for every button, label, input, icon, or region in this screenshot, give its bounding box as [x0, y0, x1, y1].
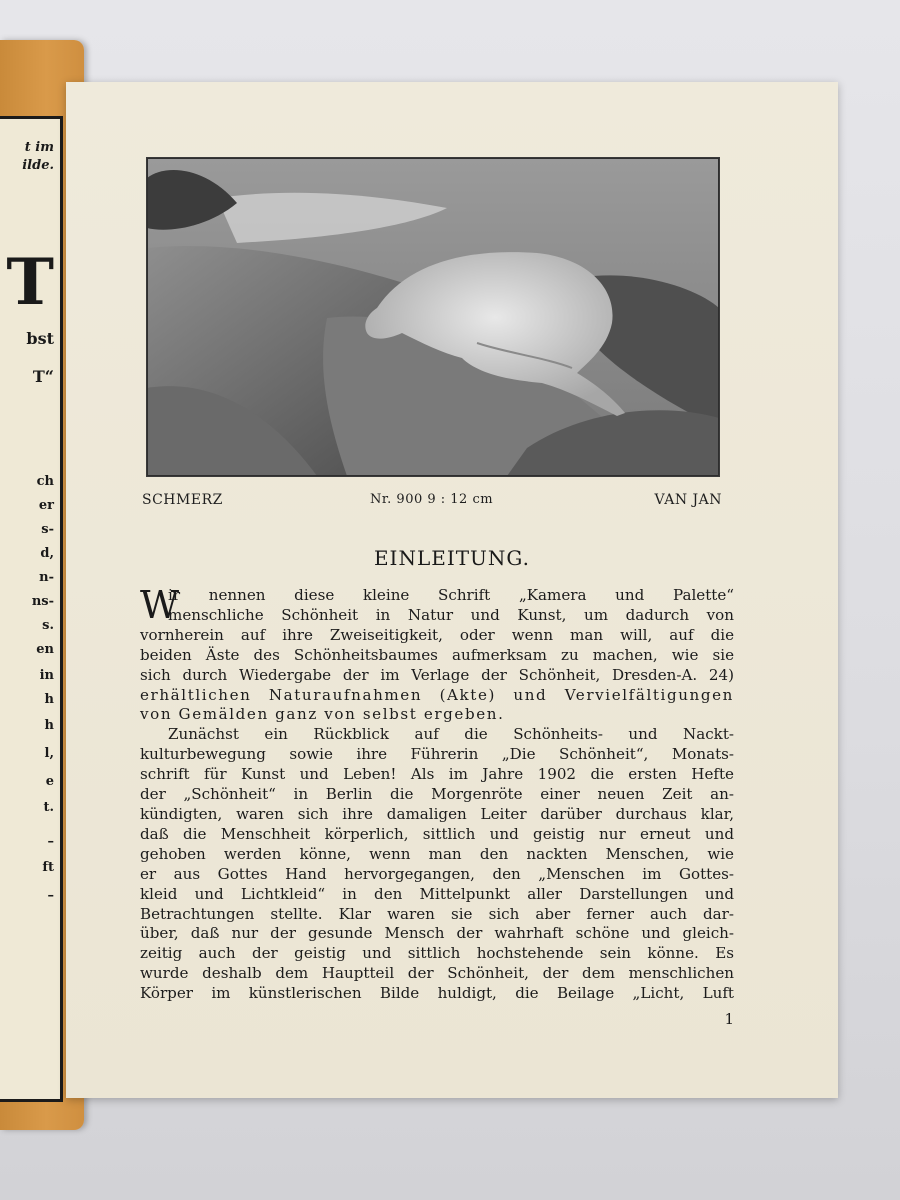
cover-fragment: T“	[32, 367, 54, 386]
page-number: 1	[724, 1010, 734, 1028]
cover-fragment: en	[36, 642, 54, 657]
text-line: daß die Menschheit körperlich, sittlich und geistig nur erneut und	[140, 824, 734, 843]
text-line: zeitig auch der geistig und sittlich hochstehende sein könne. Es	[140, 944, 734, 963]
cover-fragment: ft	[42, 860, 54, 875]
section-heading: EINLEITUNG.	[373, 546, 531, 570]
cover-fragment: n-	[39, 570, 54, 585]
text-line: kleid und Lichtkleid“ in den Mittelpunkt aller Darstellungen und	[140, 884, 734, 903]
cover-fragment: d,	[40, 546, 54, 561]
photo-title: SCHMERZ	[142, 492, 223, 508]
photo-number: Nr. 900 9 : 12 cm	[370, 492, 494, 507]
cover-fragment: t im	[24, 140, 54, 155]
cover-fragment: h	[44, 718, 54, 733]
cover-fragment: l,	[44, 746, 54, 761]
text-line: er aus Gottes Hand hervorgegangen, den „Menschen im Gottes-	[140, 864, 734, 883]
text-line: über, daß nur der gesunde Mensch der wahrhaft schöne und gleich-	[140, 924, 734, 943]
text-line: wurde deshalb dem Hauptteil der Schönheit, der dem menschlichen	[140, 964, 734, 983]
cover-fragment: ch	[36, 474, 54, 489]
cover-fragment: h	[44, 692, 54, 707]
text-line: vornherein auf ihre Zweiseitigkeit, oder wenn man will, auf die	[140, 625, 734, 644]
cover-fragment: bst	[26, 329, 54, 348]
cover-fragment: T	[6, 245, 54, 320]
text-line: schrift für Kunst und Leben! Als im Jahre 1902 die ersten Hefte	[140, 765, 734, 784]
photograph-illustration	[147, 158, 719, 476]
text-line: sich durch Wiedergabe der im Verlage der Schönheit, Dresden-A. 24)	[140, 665, 734, 684]
text-line: Körper im künstlerischen Bilde huldigt, die Beilage „Licht, Luft	[140, 984, 734, 1003]
cover-fragment: s-	[41, 522, 54, 537]
cover-fragment: –	[47, 834, 54, 849]
drop-cap: W	[140, 583, 180, 627]
cover-fragment: e	[45, 774, 54, 789]
cover-fragment: t.	[43, 800, 54, 815]
text-line: Zunächst ein Rückblick auf die Schönheits- und Nackt-	[168, 725, 734, 744]
text-line: menschliche Schönheit in Natur und Kunst, um dadurch von	[168, 605, 734, 624]
photo-artist: VAN JAN	[654, 492, 722, 508]
cover-fragment: –	[47, 888, 54, 903]
text-line: von Gemälden ganz von selbst ergeben.	[140, 705, 505, 724]
text-line: kündigten, waren sich ihre damaligen Leiter darüber durchaus klar,	[140, 804, 734, 823]
text-line: erhältlichen Naturaufnahmen (Akte) und Vervielfältigungen	[140, 685, 734, 704]
booklet-page	[66, 82, 838, 1098]
text-line: Betrachtungen stellte. Klar waren sie sich aber ferner auch dar-	[140, 904, 734, 923]
cover-fragment: ilde.	[22, 158, 54, 173]
cover-fragment: s.	[42, 618, 54, 633]
photograph-schmerz	[146, 157, 720, 477]
article-body	[140, 583, 734, 1004]
cover-fragment: er	[38, 498, 54, 513]
cover-fragment: in	[39, 668, 54, 683]
text-line: der „Schönheit“ in Berlin die Morgenröte einer neuen Zeit an-	[140, 785, 734, 804]
text-line: kulturbewegung sowie ihre Führerin „Die Schönheit“, Monats-	[140, 745, 734, 764]
text-line: ir nennen diese kleine Schrift „Kamera und Palette“	[168, 586, 734, 604]
text-line: gehoben werden könne, wenn man den nackten Menschen, wie	[140, 844, 734, 863]
back-cover-panel	[0, 116, 63, 1102]
cover-fragment: ns-	[31, 594, 54, 609]
text-line: beiden Äste des Schönheitsbaumes aufmerksam zu machen, wie sie	[140, 645, 734, 664]
